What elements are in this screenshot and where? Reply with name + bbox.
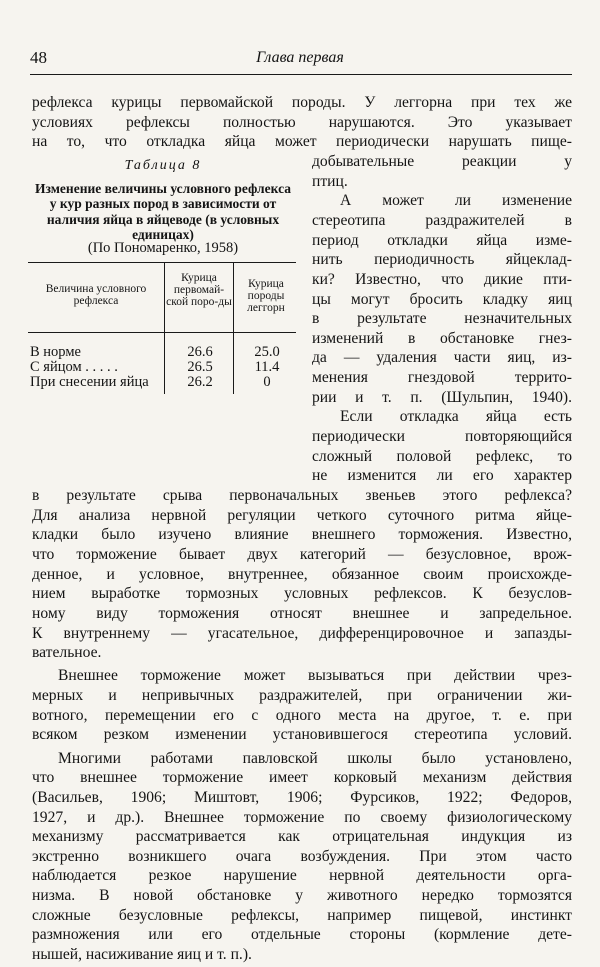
text-line: да — удаления части яиц, из- [312,349,572,367]
chapter-title: Глава первая [256,49,344,66]
text-line: период откладки яйца изме- [312,231,572,249]
text-line: не изменится ли его характер [312,467,572,485]
text-line: Внешнее торможение может вызываться при действии чрез- [58,667,572,685]
text-line: периодически повторяющийся [312,428,572,445]
table-caption: Таблица 8 [124,158,202,174]
text-line: Для анализа нервной регуляции четкого суточного ритма яйце- [32,506,572,524]
text-line: изменений в обстановке гнез- [312,329,572,347]
text-line: менения гнездовой террито- [312,369,572,387]
text-line: всяком резком изменении установившегося стереотипа условий. [32,726,572,744]
table-row-label: С яйцом . . . . . [30,359,118,376]
text-line: (Васильев, 1906; Миштовт, 1906; Фурсиков, 1922; Федоров, [32,788,572,806]
table-cell: 26.5 [187,359,213,376]
page-number: 48 [30,48,47,67]
text-line: сложные безусловные рефлексы, например пищевой, инстинкт [32,906,572,924]
table-cell: 11.4 [254,359,280,376]
text-line: К внутреннему — угасательное, дифференцировочное и запазды- [32,624,572,642]
text-line: размножения или его отдельные стороны (кормление дете- [32,926,572,944]
table-row-label: В норме [30,344,81,360]
text-line: в результате незначительных [312,310,572,328]
text-line: денное, и условное, внутреннее, обязанное своим происхожде- [32,565,572,583]
table-col-header: Величина условного рефлекса [45,283,147,308]
text-line: 1927, и др.). Внешнее торможение по своему физиологическому [32,808,572,826]
table-header-rule [28,332,296,333]
text-line: экстренно возникшего очага возбуждения. При этом часто [32,847,572,865]
text-line: механизму рассматривается как отрицательная индукция из [32,828,572,846]
text-line: рии и т. п. (Шульпин, 1940). [312,388,572,406]
text-line: нышей, насиживание яиц и т. п.). [32,946,252,963]
table-cell: 26.6 [187,344,213,360]
table-title: Изменение величины условного рефлекса у кур разных пород в зависимости от наличия яйца в яйцеводе (в условных единицах) [35,180,291,242]
text-line: нием выработке тормозных условных рефлексов. К безуслов- [32,585,572,603]
text-line: ки? Известно, что дикие пти- [312,270,572,288]
text-line: нить периодичность яйцеклад- [312,251,572,269]
text-line: рефлекса курицы первомайской породы. У леггорна при тех же [32,94,572,111]
table-col-header: Курица первомай-ской поро-ды [166,271,232,308]
table-cell: 26.2 [187,374,213,391]
page-header [30,48,570,72]
table-col-header: Курица породы леггорн [247,277,285,314]
table-cell: 0 [263,374,271,391]
text-line: что внешнее торможение имеет корковый механизм действия [32,769,572,787]
header-rule [30,74,572,75]
table-source: (По Пономаренко, 1958) [87,239,239,256]
text-line: Если откладка яйца есть [340,408,572,426]
table-row-label: При снесении яйца [30,374,149,391]
text-line: сложный половой рефлекс, то [312,447,572,465]
text-line: кладки было изучено влияние внешнего торможения. Известно, [32,526,572,544]
text-line: Многими работами павловской школы было установлено, [58,749,572,767]
text-line: наблюдается резкое нарушение нервной деятельности орга- [32,867,572,885]
text-line: цы могут бросить кладку яиц [312,290,572,308]
table-top-rule [28,262,296,263]
text-line: что торможение бывает двух категорий — безусловное, врож- [32,545,572,563]
text-line: вотного, перемещении его с одного места на другое, т. е. при [32,706,572,724]
text-line: вательное. [32,644,102,662]
text-line: условиях рефлексы полностью нарушаются. Это указывает [32,113,572,131]
table-cell: 25.0 [254,344,280,360]
text-line: А может ли изменение [340,192,572,210]
text-line: птиц. [312,172,348,190]
text-line: на то, что откладка яйца может периодически нарушать пище- [32,133,572,151]
text-line: мерных и непривычных раздражителей, при ограничении жи- [32,687,572,704]
table-row [30,374,298,391]
text-line: низма. В новой обстановке у животного нередко тормозятся [32,887,572,905]
text-line: ному виду торможения относят внешнее и запредельное. [32,604,572,622]
text-line: добывательные реакции у [312,152,572,170]
text-line: в результате срыва первоначальных звеньев этого рефлекса? [32,487,572,504]
text-line: стереотипа раздражителей в [312,211,572,229]
